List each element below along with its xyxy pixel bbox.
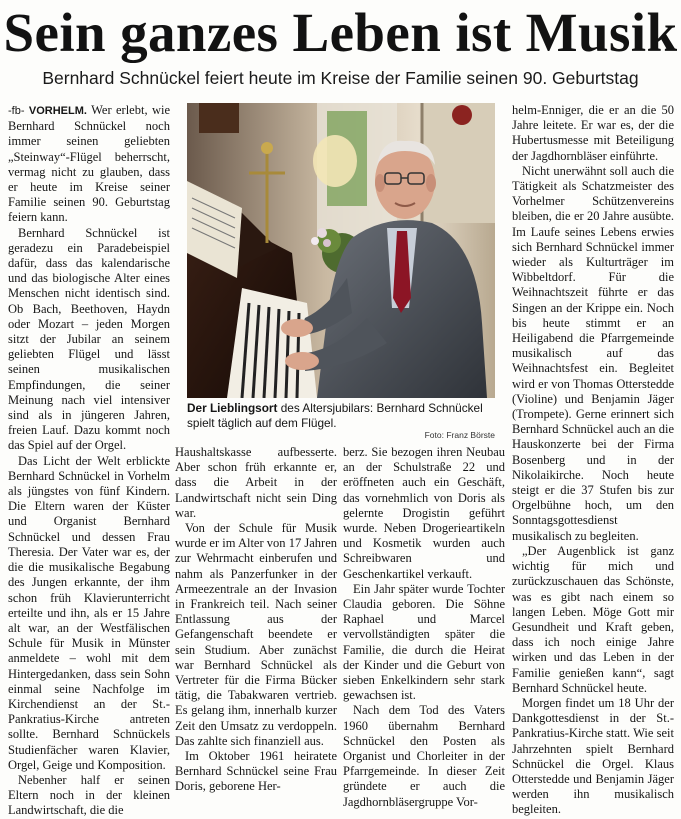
paragraph: Das Licht der Welt erblickte Bernhard Schnückel in Vorhelm als jüngstes von fünf Kindern. Die Eltern waren der Küster und Organist Bernhard Schnückel und dessen Frau Theresia. Der Vater war es, der die die musikalische Begabung des Jungen erkannte, der ihm schon früh Klavierunterricht erteilte und ihn, als er 15 Jahre alt war, an der Westfälischen Schule für Musik in Münster anmeldete – wohl mit dem Hintergedanken, dass sein Sohn einmal seine Nachfolge im Kirchendienst an der St.-Pankratius-Kirche antreten sollte. Bernhard Schnückels Studienfächer waren Klavier, Orgel, Geige und Komposition.: [8, 453, 170, 772]
paragraph: Ein Jahr später wurde Tochter Claudia geboren. Die Söhne Raphael und Marcel vervollständigten später die Familie, die durch die Heirat der Kinder und die Geburt von sieben Enkelkindern sehr stark gewachsen ist.: [343, 581, 505, 703]
caption-text: des Altersjubilars: Bernhard Schnückel spielt täglich auf dem Flügel.: [187, 401, 483, 430]
paragraph: Im Oktober 1961 heiratete Bernhard Schnückel seine Frau Doris, geborene Her-: [175, 749, 337, 794]
paragraph-text: Wer erlebt, wie Bernhard Schnückel noch immer seinen geliebten „Steinway“-Flügel beherrscht, vermag nicht zu glauben, dass er heute im Kreise seiner Familie seinen 90. Geburtstag feiern kann.: [8, 103, 171, 225]
paragraph: Bernhard Schnückel ist geradezu ein Paradebeispiel dafür, dass das kalendarische und das biologische Alter eines Menschen nicht identisch sind. Ob Bach, Beethoven, Haydn oder Mozart – jeden Morgen sitzt der Jubilar an seinem geliebten Flügel und lässt seinen musikalischen Empfindungen, die seiner Meinung nach viel intensiver sind als in jüngeren Jahren, freien Lauf. Dazu kommt noch das Spiel auf der Orgel.: [8, 225, 170, 453]
photo-credit: Foto: Franz Börste: [424, 430, 495, 440]
paragraph: Nebenher half er seinen Eltern noch in der kleinen Landwirtschaft, die die: [8, 772, 170, 818]
article-column-4: [512, 103, 674, 818]
dateline: VORHELM.: [28, 105, 87, 117]
paragraph: Haushaltskasse aufbesserte. Aber schon früh erkannte er, dass die Arbeit in der Landwirtschaft nicht sein Ding war.: [175, 445, 337, 520]
article-column-2: [175, 445, 337, 795]
article-photo: [187, 103, 495, 398]
lead-paragraph: [8, 103, 170, 226]
piano-player-photo: [187, 103, 495, 398]
paragraph: „Der Augenblick ist ganz wichtig für mich und zurückzuschauen das Schönste, was es gibt nach einem so langen Leben. Möge Gott mir Gesundheit und Kraft geben, dass ich noch einige Jahre wirken und das Leben in der Familie genießen kann“, sagt Bernhard Schnückel heute.: [512, 543, 674, 695]
headline: Sein ganzes Leben ist Musik: [3, 2, 678, 63]
paragraph: Von der Schule für Musik wurde er im Alter von 17 Jahren zur Wehrmacht einberufen und nahm als Panzerfunker in der Armeezentrale an der Invasion in Frankreich teil. Nach seiner Entlassung aus der Gefangenschaft beendete er sein Studium. Aber zunächst war Bernhard Schnückel als Vertreter für die Firma Bücker tätig, die Tabakwaren vertrieb. Es gelang ihm, innerhalb kurzer Zeit den Umsatz zu verdoppeln. Das zahlte sich finanziell aus.: [175, 521, 337, 748]
caption-lead: Der Lieblingsort: [187, 401, 278, 415]
article-column-1: [8, 103, 170, 819]
paragraph: Nach dem Tod des Vaters 1960 übernahm Bernhard Schnückel den Posten als Organist und Chorleiter in der Pfarrgemeinde. In dieser Zeit gründete er auch die Jagdhornbläsergruppe Vor-: [343, 703, 505, 809]
subheadline: Bernhard Schnückel feiert heute im Kreise der Familie seinen 90. Geburtstag: [42, 68, 639, 88]
paragraph: helm-Enniger, die er an die 50 Jahre leitete. Er war es, der die Hubertusmesse mit Beteiligung der Jagdhornbläser einführte.: [512, 103, 674, 163]
paragraph: berz. Sie bezogen ihren Neubau an der Schulstraße 22 und eröffneten auch ein Geschäft, das vornehmlich von Doris als gelernte Drogistin geführt wurde. Neben Drogerieartikeln und Kosmetik wurden auch Schreibwaren und Geschenkartikel verkauft.: [343, 445, 505, 581]
paragraph: Nicht unerwähnt soll auch die Tätigkeit als Schatzmeister des Vorhelmer Schützenvereins bleiben, die er 20 Jahre ausübte. Im Laufe seines Lebens erwies sich Bernhard Schnückel immer wieder als Kulturträger im Wibbeltdorf. Für die Weihnachtszeit führte er das Singen an der Krippe ein. Noch bis heute stimmt er an Heiligabend die Pfarrgemeinde musikalisch auf das Weihnachtsfest ein. Begleitet wird er von Thomas Otterstedde (Violine) und Benjamin Jäger (Trompete). Gerne erinnert sich Bernhard Schnückel auch an die Hauskonzerte bei der Firma Bosenberg und in der Nikolaikirche. Noch heute steigt er die 37 Stufen bis zur Orgelbühne hoch, um den Sonntagsgottesdienst musikalisch zu begleiten.: [512, 163, 674, 543]
article-column-3: [343, 445, 505, 810]
photo-caption: [187, 401, 495, 442]
paragraph: Morgen findet um 18 Uhr der Dankgottesdienst in der St.-Pankratius-Kirche statt. Wie seit Jahrzehnten spielt Bernhard Schnückel die Orgel. Klaus Otterstedde und Benjamin Jäger werden ihn musikalisch begleiten.: [512, 695, 674, 817]
author-tag: -fb-: [8, 105, 25, 117]
